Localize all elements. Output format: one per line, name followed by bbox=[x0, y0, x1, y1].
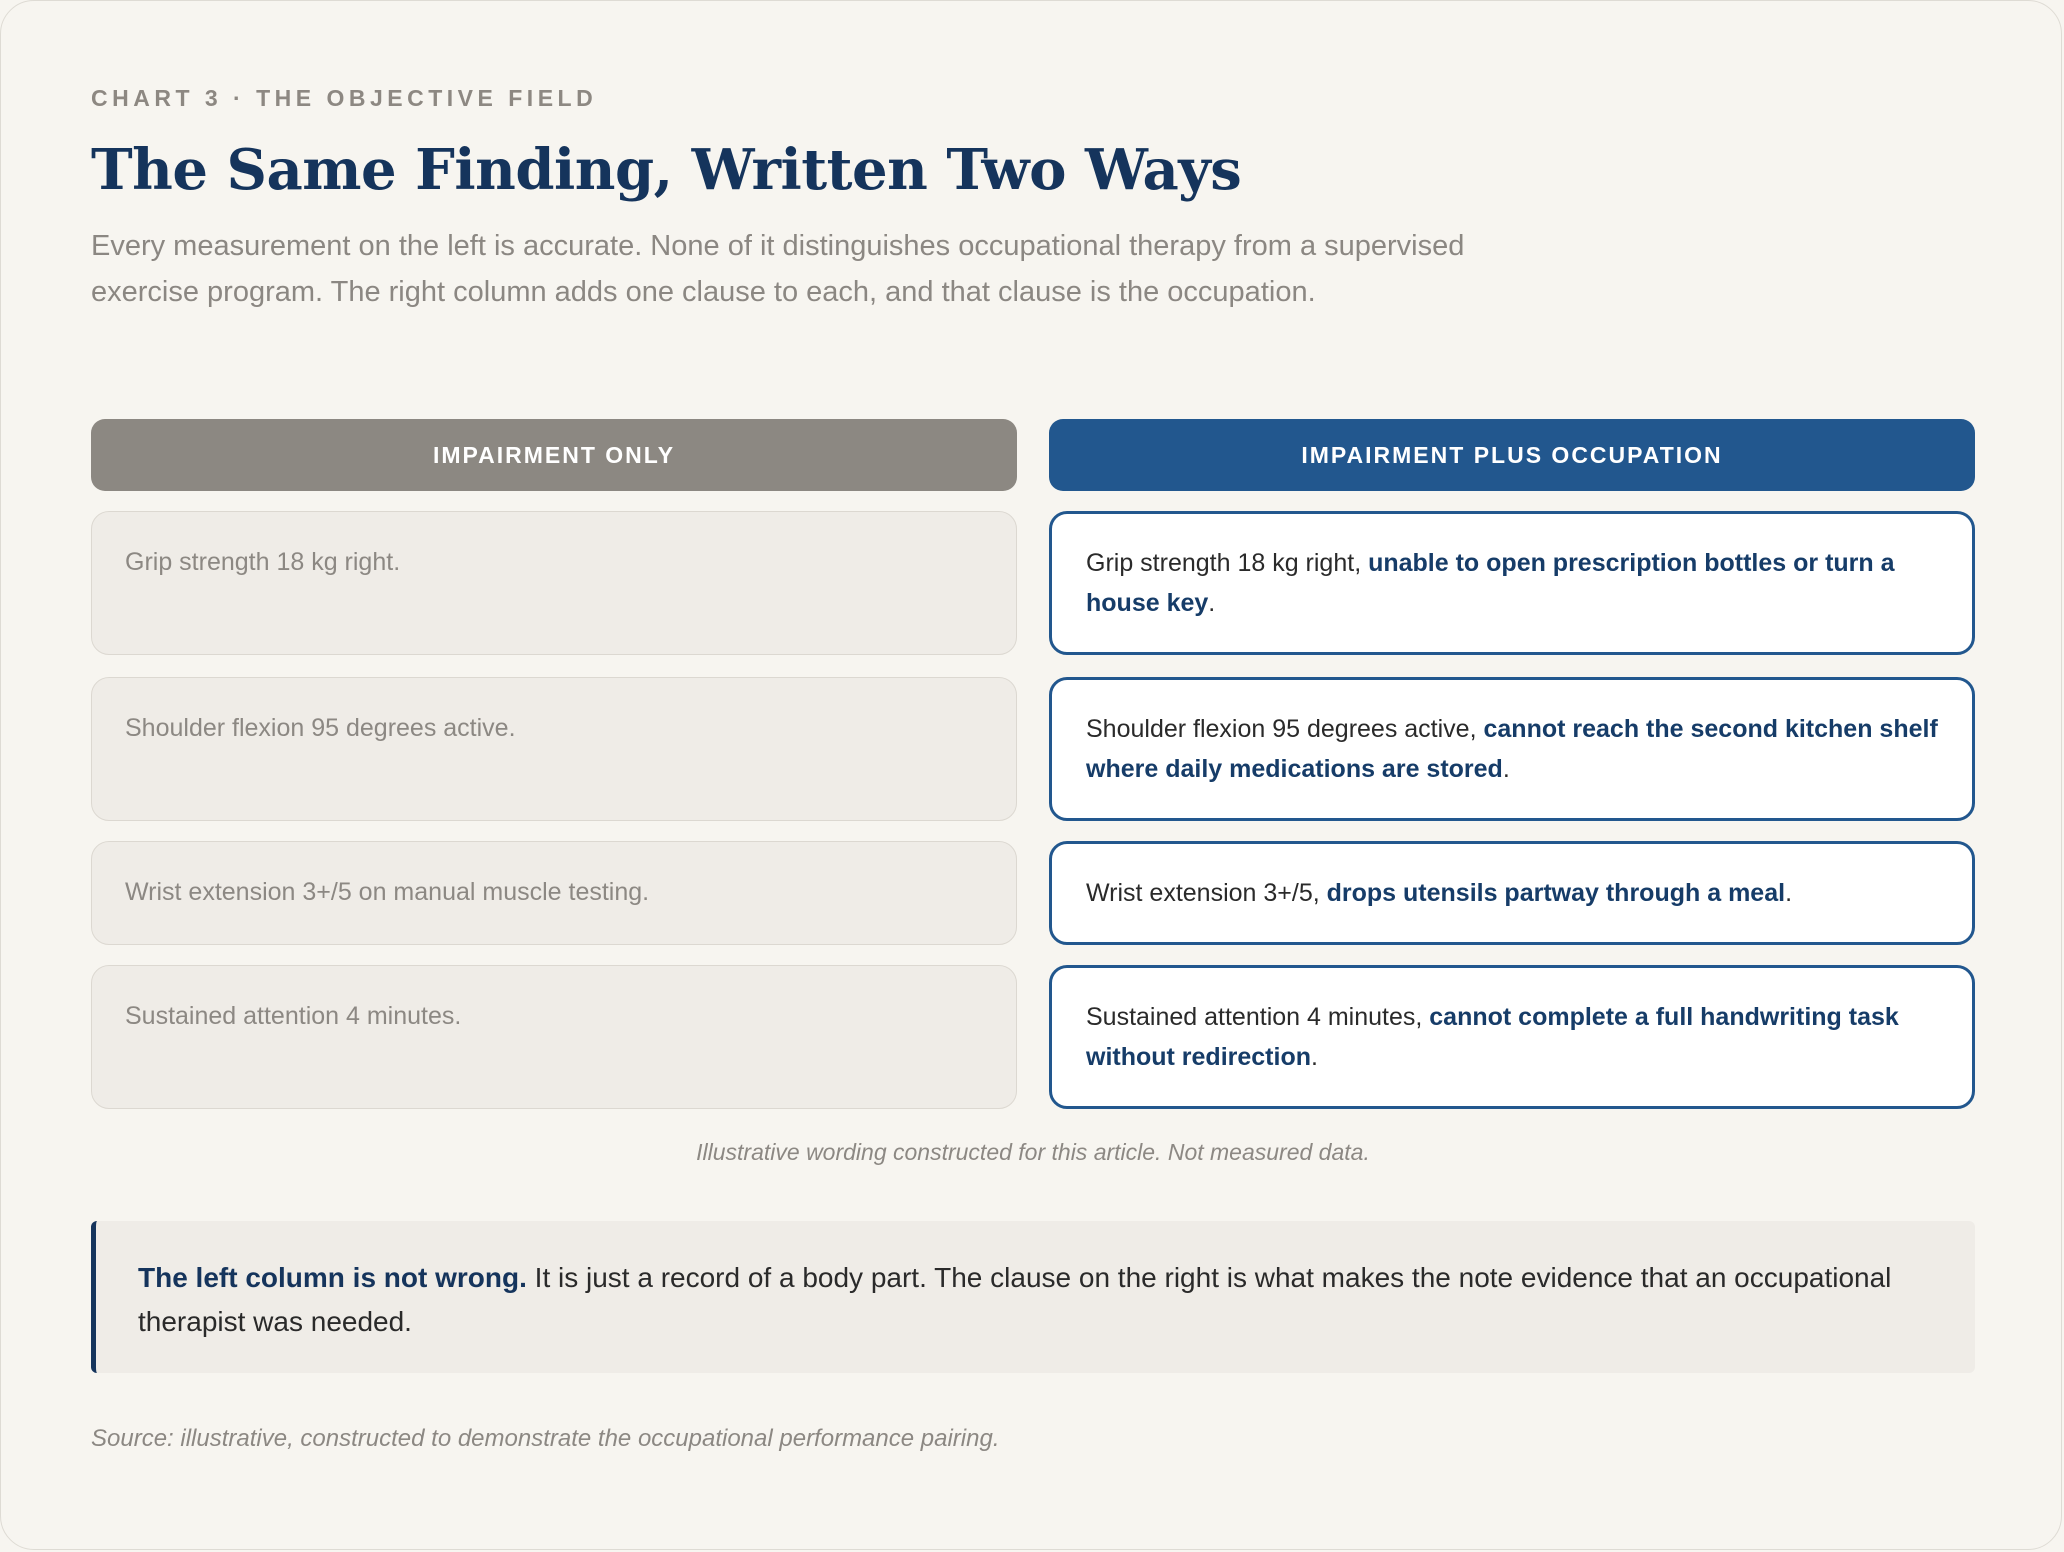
source-line: Source: illustrative, constructed to demonstrate the occupational performance pairing. bbox=[91, 1425, 1000, 1452]
impairment-clause: Grip strength 18 kg right, bbox=[1086, 549, 1369, 577]
impairment-cell-grip: Grip strength 18 kg right. bbox=[91, 511, 1017, 655]
impairment-cell-wrist: Wrist extension 3+/5 on manual muscle testing. bbox=[91, 841, 1017, 945]
impairment-cell-shoulder: Shoulder flexion 95 degrees active. bbox=[91, 677, 1017, 821]
occupation-cell-text bbox=[1086, 709, 1938, 789]
chart-title: The Same Finding, Written Two Ways bbox=[91, 137, 1242, 203]
callout-lead: The left column is not wrong. bbox=[138, 1262, 527, 1293]
chart-subtitle: Every measurement on the left is accurate. None of it distinguishes occupational therapy from a supervised exercise program. The right column adds one clause to each, and that clause is the occupation. bbox=[91, 230, 1465, 308]
occupation-clause: cannot reach the second kitchen shelf where daily medications are stored bbox=[1086, 715, 1938, 783]
occupation-cell-text bbox=[1086, 873, 1792, 913]
illustrative-note: Illustrative wording constructed for this article. Not measured data. bbox=[696, 1139, 1370, 1165]
column-header-impairment-only: IMPAIRMENT ONLY bbox=[91, 419, 1017, 491]
sentence-end: . bbox=[1785, 879, 1793, 907]
occupation-clause: drops utensils partway through a meal bbox=[1326, 879, 1786, 907]
occupation-cell-attention bbox=[1049, 965, 1975, 1109]
sentence-end: . bbox=[1311, 1043, 1318, 1071]
occupation-cell-shoulder bbox=[1049, 677, 1975, 821]
impairment-clause: Sustained attention 4 minutes, bbox=[1086, 1003, 1430, 1031]
impairment-clause: Wrist extension 3+/5, bbox=[1086, 879, 1327, 907]
callout-box bbox=[91, 1221, 1975, 1373]
column-header-impairment-plus-occupation: IMPAIRMENT PLUS OCCUPATION bbox=[1049, 419, 1975, 491]
occupation-cell-text bbox=[1086, 997, 1938, 1077]
chart-eyebrow: CHART 3 · THE OBJECTIVE FIELD bbox=[91, 85, 598, 111]
sentence-end: . bbox=[1502, 755, 1510, 783]
occupation-cell-grip bbox=[1049, 511, 1975, 655]
impairment-clause: Shoulder flexion 95 degrees active, bbox=[1086, 715, 1484, 743]
occupation-cell-wrist bbox=[1049, 841, 1975, 945]
occupation-clause: unable to open prescription bottles or turn a house key bbox=[1086, 549, 1895, 617]
impairment-cell-attention: Sustained attention 4 minutes. bbox=[91, 965, 1017, 1109]
occupation-clause: cannot complete a full handwriting task without redirection bbox=[1086, 1003, 1899, 1071]
callout-body: It is just a record of a body part. The clause on the right is what makes the note evidence that an occupational therapist was needed. bbox=[138, 1262, 1892, 1337]
sentence-end: . bbox=[1208, 589, 1216, 617]
occupation-cell-text bbox=[1086, 543, 1938, 623]
